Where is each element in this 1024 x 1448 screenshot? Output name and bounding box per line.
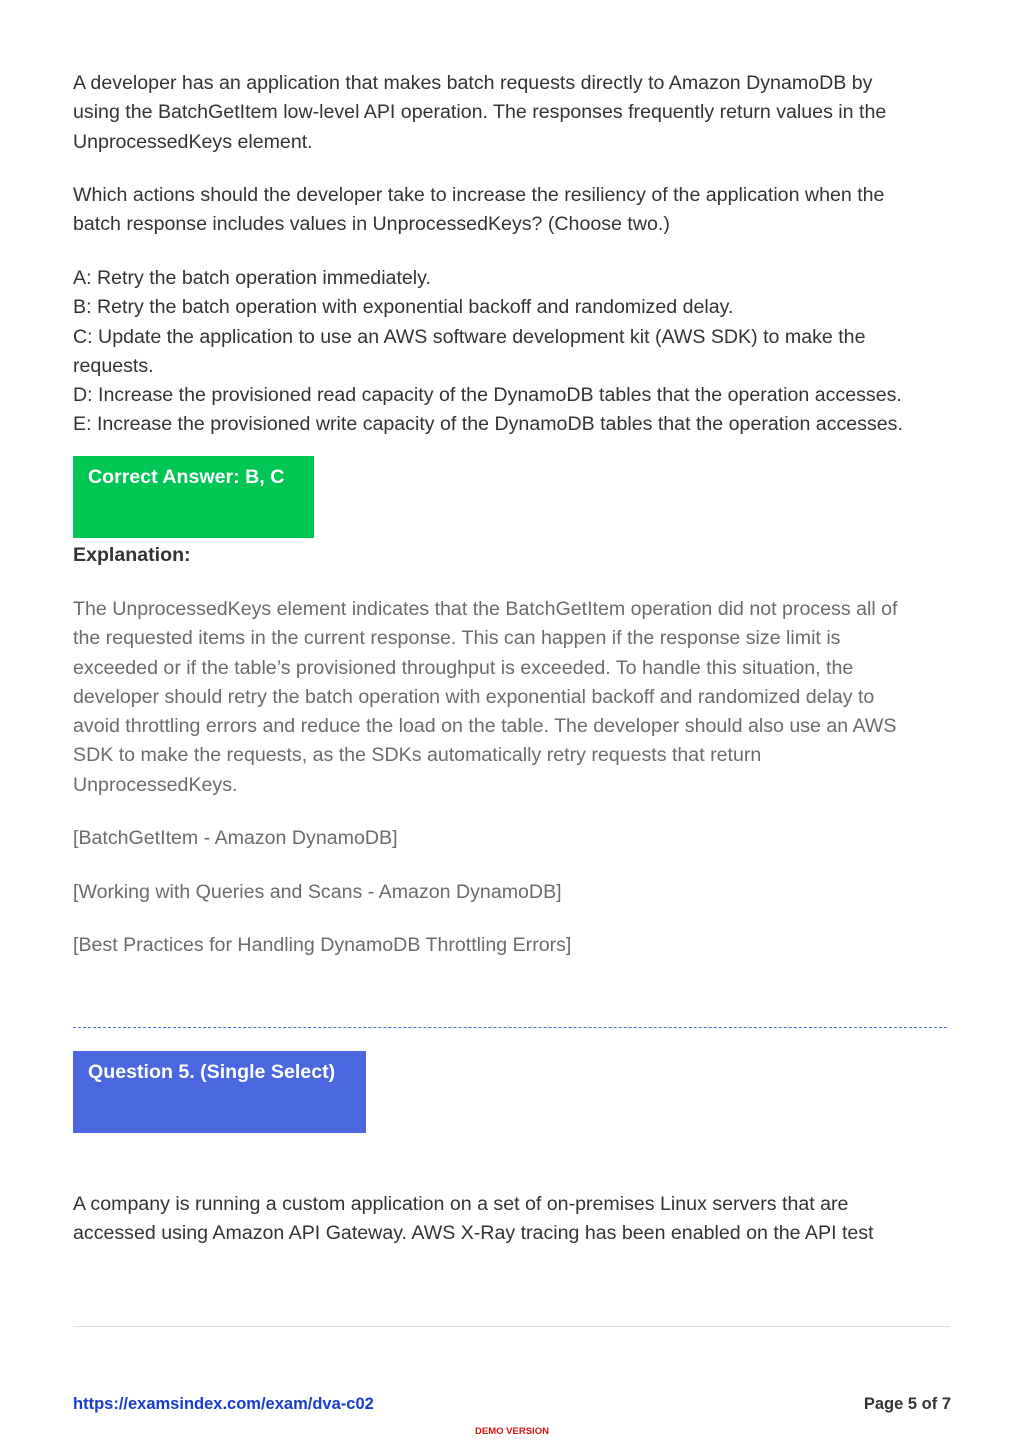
footer-divider [73, 1326, 950, 1327]
option-d: D: Increase the provisioned read capacity of the DynamoDB tables that the operation accesses. [73, 384, 902, 407]
options-list [73, 264, 963, 440]
option-e: E: Increase the provisioned write capacity of the DynamoDB tables that the operation accesses. [73, 413, 903, 436]
line: exceeded or if the table’s provisioned throughput is exceeded. To handle this situation, the [73, 656, 854, 679]
line: A company is running a custom application on a set of on-premises Linux servers that are [73, 1193, 849, 1215]
footer-url-link[interactable]: https://examsindex.com/exam/dva-c02 [73, 1395, 374, 1413]
line: SDK to make the requests, as the SDKs automatically retry requests that return [73, 744, 762, 767]
reference-1: [BatchGetItem - Amazon DynamoDB] [73, 827, 398, 849]
option-c: C: Update the application to use an AWS software development kit (AWS SDK) to make the [73, 325, 866, 348]
line: batch response includes values in UnprocessedKeys? (Choose two.) [73, 213, 670, 236]
line: avoid throttling errors and reduce the load on the table. The developer should also use an AWS [73, 715, 897, 738]
page-number: Page 5 of 7 [863, 1395, 951, 1413]
line: Which actions should the developer take to increase the resiliency of the application when the [73, 184, 885, 206]
question-prompt [73, 181, 963, 240]
section-divider [73, 1027, 947, 1028]
option-c-cont: requests. [73, 354, 154, 377]
demo-watermark: DEMO VERSION [475, 1426, 549, 1437]
explanation-text [73, 595, 963, 800]
line: using the BatchGetItem low-level API operation. The responses frequently return values in the [73, 101, 887, 124]
line: A developer has an application that makes batch requests directly to Amazon DynamoDB by [73, 72, 873, 94]
question-header-badge: Question 5. (Single Select) [73, 1051, 366, 1133]
option-b: B: Retry the batch operation with exponential backoff and randomized delay. [73, 296, 734, 319]
explanation-heading: Explanation: [73, 544, 191, 566]
question-text [73, 69, 963, 157]
line: developer should retry the batch operation with exponential backoff and randomized delay to [73, 685, 875, 708]
reference-2: [Working with Queries and Scans - Amazon DynamoDB] [73, 881, 562, 903]
line: the requested items in the current response. This can happen if the response size limit is [73, 627, 841, 650]
option-a: A: Retry the batch operation immediately. [73, 267, 431, 289]
correct-answer-badge: Correct Answer: B, C [73, 456, 314, 538]
reference-3: [Best Practices for Handling DynamoDB Throttling Errors] [73, 934, 572, 956]
line: accessed using Amazon API Gateway. AWS X-Ray tracing has been enabled on the API test [73, 1222, 874, 1245]
next-question-text [73, 1190, 963, 1249]
line: UnprocessedKeys element. [73, 130, 313, 153]
line: UnprocessedKeys. [73, 773, 238, 796]
line: The UnprocessedKeys element indicates that the BatchGetItem operation did not process all of [73, 598, 898, 620]
